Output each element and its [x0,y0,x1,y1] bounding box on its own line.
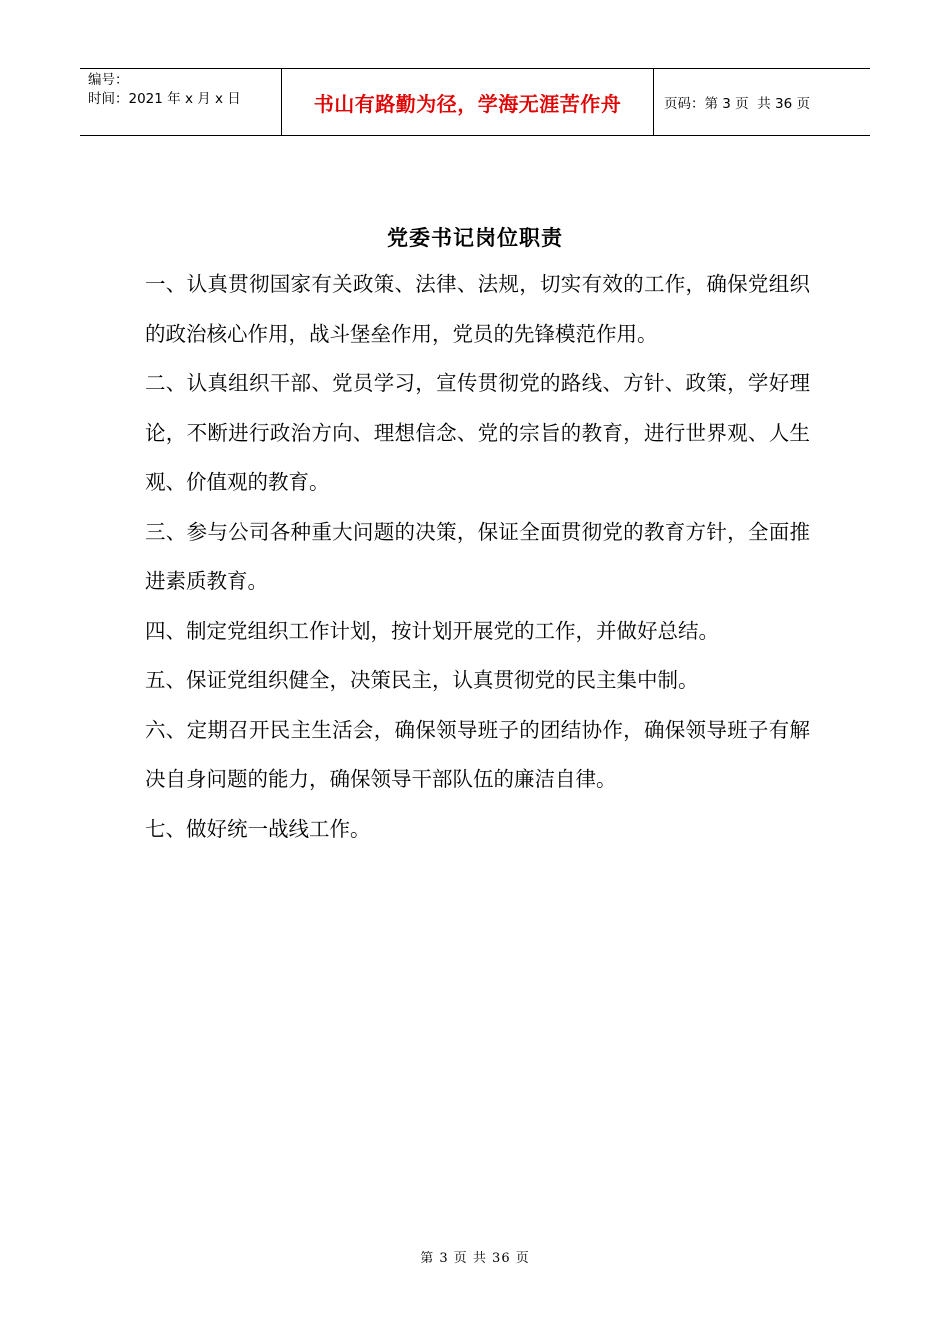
paragraph: 七、做好统一战线工作。 [145,816,371,841]
paragraph: 五、保证党组织健全，决策民主，认真贯彻党的民主集中制。 [145,668,699,692]
number-label: 编号： [88,72,129,88]
header-meta-cell [80,69,281,135]
page-footer: 第 3 页 共 36 页 [420,1251,530,1266]
document-title: 党委书记岗位职责 [387,226,563,250]
paragraph: 六、定期召开民主生活会，确保领导班子的团结协作，确保领导班子有解决自身问题的能力，确保领导干部队伍的廉洁自律。 [145,717,810,791]
motto-cell [281,69,654,135]
motto-text: 书山有路勤为径，学海无涯苦作舟 [313,91,622,116]
document-body [145,260,810,854]
time-label: 时间：2021 年 x 月 x 日 [88,91,241,107]
paragraph: 二、认真组织干部、党员学习，宣传贯彻党的路线、方针、政策，学好理论，不断进行政治方向、理想信念、党的宗旨的教育，进行世界观、人生观、价值观的教育。 [145,371,810,494]
page-info-cell [654,69,870,135]
page-info-text: 页码：第 3 页 共 36 页 [664,96,811,112]
header-table [80,68,870,136]
paragraph: 四、制定党组织工作计划，按计划开展党的工作，并做好总结。 [145,618,719,643]
paragraph: 三、参与公司各种重大问题的决策，保证全面贯彻党的教育方针，全面推进素质教育。 [145,519,810,593]
paragraph: 一、认真贯彻国家有关政策、法律、法规，切实有效的工作，确保党组织的政治核心作用，战斗堡垒作用，党员的先锋模范作用。 [145,272,810,346]
